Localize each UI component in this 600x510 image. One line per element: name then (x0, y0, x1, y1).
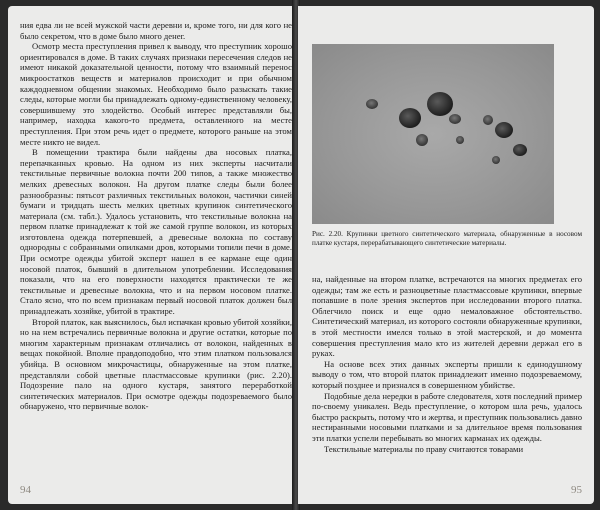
paragraph: Осмотр места преступления привел к выводу, что преступник хорошо ориентировался в доме. В таких случаях признаки пересечения следов не имеют никакой доказательной ценности, потому что взаимный перенос микроостатков веществ и материалов происходит и при обычном каждодневном общении знакомых. Необходимо было разыскать такие следы, которые могли бы принадлежать одному-единственному человеку, совершившему это злодейство. Особый интерес представляли бы, например, находка какого-то предмета, оставленного на месте преступления. При этом речь идет о предмете, которого раньше на этом месте никто не видел. (20, 41, 292, 147)
paragraph: Второй платок, как выяснилось, был испачкан кровью убитой хозяйки, но на нем встречались первичные волокна и другие остатки, которые по многим характерным признакам отличались от волокон, найденных в вещах покойной. Вполне правдоподобно, что этим платком пользовался убийца. В основном микрочастицы, обнаруженные на этом платке, представляли собой цветные пластмассовые крупинки (рис. 2.20). Подозрение пало на одного кустаря, занятого переработкой синтетических материалов. При осмотре одежды подозреваемого было обнаружено, что первичные волок- (20, 316, 292, 412)
left-page-text (20, 20, 292, 412)
page-number-right: 95 (571, 484, 582, 496)
figure-photo (312, 44, 554, 224)
paragraph: Подобные дела нередки в работе следователя, хотя последний пример по-своему уникален. Ведь преступление, о котором шла речь, удалось быстро раскрыть, потому что и жертва, и преступник пользовались давно нестиранными носовыми платками и за длительное время пользования эти платки успели перебывать во многих карманах их одежды. (312, 390, 582, 443)
granule (416, 134, 428, 146)
granule (449, 114, 461, 124)
paragraph: В помещении трактира были найдены два носовых платка, перепачканных кровью. На одном из них эксперты насчитали текстильные первичные волокна почти 200 типов, а также множество мелких древесных волокон. На другом платке следы были более разнообразны: пятьсот различных текстильных волокон, частички синей бумаги и тридцать шесть мелких цветных крупинок синтетического материала (см. табл.). Удалось установить, что текстильные волокна на первом платке принадлежат к той же самой группе волокон, из которых изготовлена одежда потерпевшей, а древесные волокна по составу однородны с собранными опилками дров, которыми топили печи в доме. При осмотре одежды убитой эксперт нашел в ее кармане еще один носовой платок, бывший в длительном употреблении. Исследования показали, что на его поверхности находятся практически те же текстильные и древесные волокна, что и на первом носовом платке. Стало ясно, что по всем признакам первый носовой платок должен был принадлежать хозяйке, убитой в трактире. (20, 147, 292, 317)
granule (492, 156, 500, 164)
paragraph: На основе всех этих данных эксперты пришли к единодушному выводу о том, что второй платок принадлежит именно подозреваемому, который позднее и признался в совершенном убийстве. (312, 358, 582, 390)
paragraph: на, найденные на втором платке, встречаются на многих предметах его одежды; там же есть и разноцветные пластмассовые крупинки, впервые попавшие в поле зрения экспертов при исследовании второго платка. Облегчило поиск и еще одно немаловажное обстоятельство. Синтетический материал, из которого состояли обнаруженные крупинки, в этой местности имелся только в этой мастерской, и до момента совершения преступления мало кто из жителей деревни держал его в руках. (312, 274, 582, 359)
right-page-text (312, 274, 582, 454)
page-number-left: 94 (20, 484, 31, 496)
granule (427, 92, 453, 116)
granule (399, 108, 421, 128)
left-page (8, 6, 294, 504)
granules-image (312, 44, 554, 224)
paragraph: Текстильные материалы по праву считаются товарами (324, 443, 524, 454)
paragraph: ния едва ли не всей мужской части деревни и, кроме того, ни для кого не было секретом, что в доме было много денег. (20, 20, 292, 41)
granule (456, 136, 464, 144)
figure-caption: Рис. 2.20. Крупинки цветного синтетического материала, обнаруженные в носовом платке кустаря, перерабатывающего синтетические материалы. (312, 230, 582, 247)
granule (483, 115, 493, 125)
granule (513, 144, 527, 156)
granule (366, 99, 378, 109)
granule (495, 122, 513, 138)
right-page (298, 6, 594, 504)
